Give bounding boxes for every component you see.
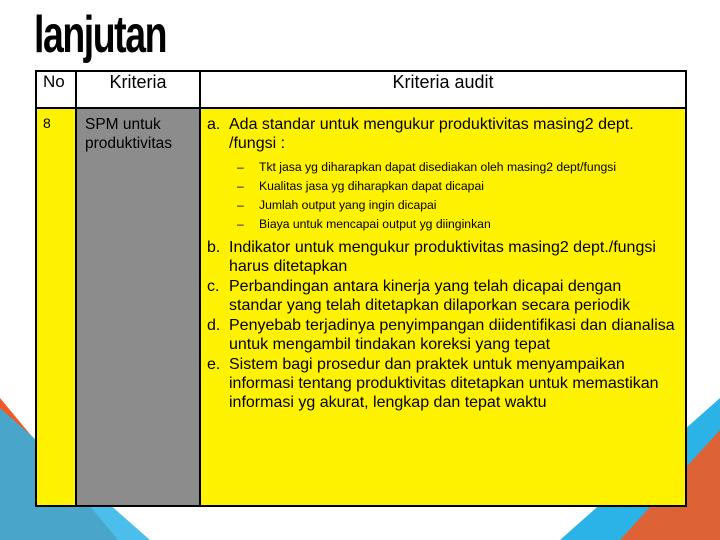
audit-criteria-table <box>35 70 687 507</box>
audit-item-label: a. <box>207 116 221 133</box>
dash-marker: – <box>237 179 244 193</box>
audit-item-text: Perbandingan antara kinerja yang telah dicapai dengan standar yang telah ditetapkan dilaporkan secara periodik <box>229 278 631 314</box>
audit-item-text: Sistem bagi prosedur dan praktek untuk menyampaikan informasi tentang produktivitas ditetapkan untuk memastikan informasi yg akurat, lengkap dan tepat waktu <box>229 356 659 411</box>
audit-item-label: d. <box>207 317 221 334</box>
audit-item-label: b. <box>207 239 221 256</box>
dash-marker: – <box>237 160 244 174</box>
audit-item-label: e. <box>207 356 221 373</box>
audit-item-label: c. <box>207 278 220 295</box>
header-no: No <box>36 71 76 108</box>
sub-item-text: Tkt jasa yg diharapkan dapat disediakan oleh masing2 dept/fungsi <box>259 160 617 174</box>
sub-item-text: Kualitas jasa yg diharapkan dapat dicapai <box>259 179 484 193</box>
audit-item-text: Ada standar untuk mengukur produktivitas masing2 dept. /fungsi : <box>229 116 634 152</box>
table-header-row <box>36 71 686 108</box>
audit-item-e <box>207 355 677 412</box>
slide-title: lanjutan <box>34 6 167 64</box>
header-kriteria: Kriteria <box>76 71 200 108</box>
row-kriteria: SPM untuk produktivitas <box>76 108 200 506</box>
sub-item-text: Jumlah output yang ingin dicapai <box>259 198 437 212</box>
sub-item <box>237 158 677 177</box>
audit-item-b <box>207 238 677 276</box>
dash-marker: – <box>237 217 244 231</box>
audit-item-text: Penyebab terjadinya penyimpangan diidentifikasi dan dianalisa untuk mengambil tindakan koreksi yang tepat <box>229 317 675 353</box>
audit-item-d <box>207 316 677 354</box>
sub-list <box>237 158 677 234</box>
table-row <box>36 108 686 506</box>
row-no: 8 <box>36 108 76 506</box>
audit-item-text: Indikator untuk mengukur produktivitas masing2 dept./fungsi harus ditetapkan <box>229 239 656 275</box>
row-audit-list <box>200 108 686 506</box>
sub-item-text: Biaya untuk mencapai output yg diinginkan <box>259 217 491 231</box>
sub-item <box>237 196 677 215</box>
sub-item <box>237 215 677 234</box>
audit-item-a <box>207 115 677 153</box>
sub-item <box>237 177 677 196</box>
audit-item-c <box>207 277 677 315</box>
dash-marker: – <box>237 198 244 212</box>
header-kriteria-audit: Kriteria audit <box>200 71 686 108</box>
